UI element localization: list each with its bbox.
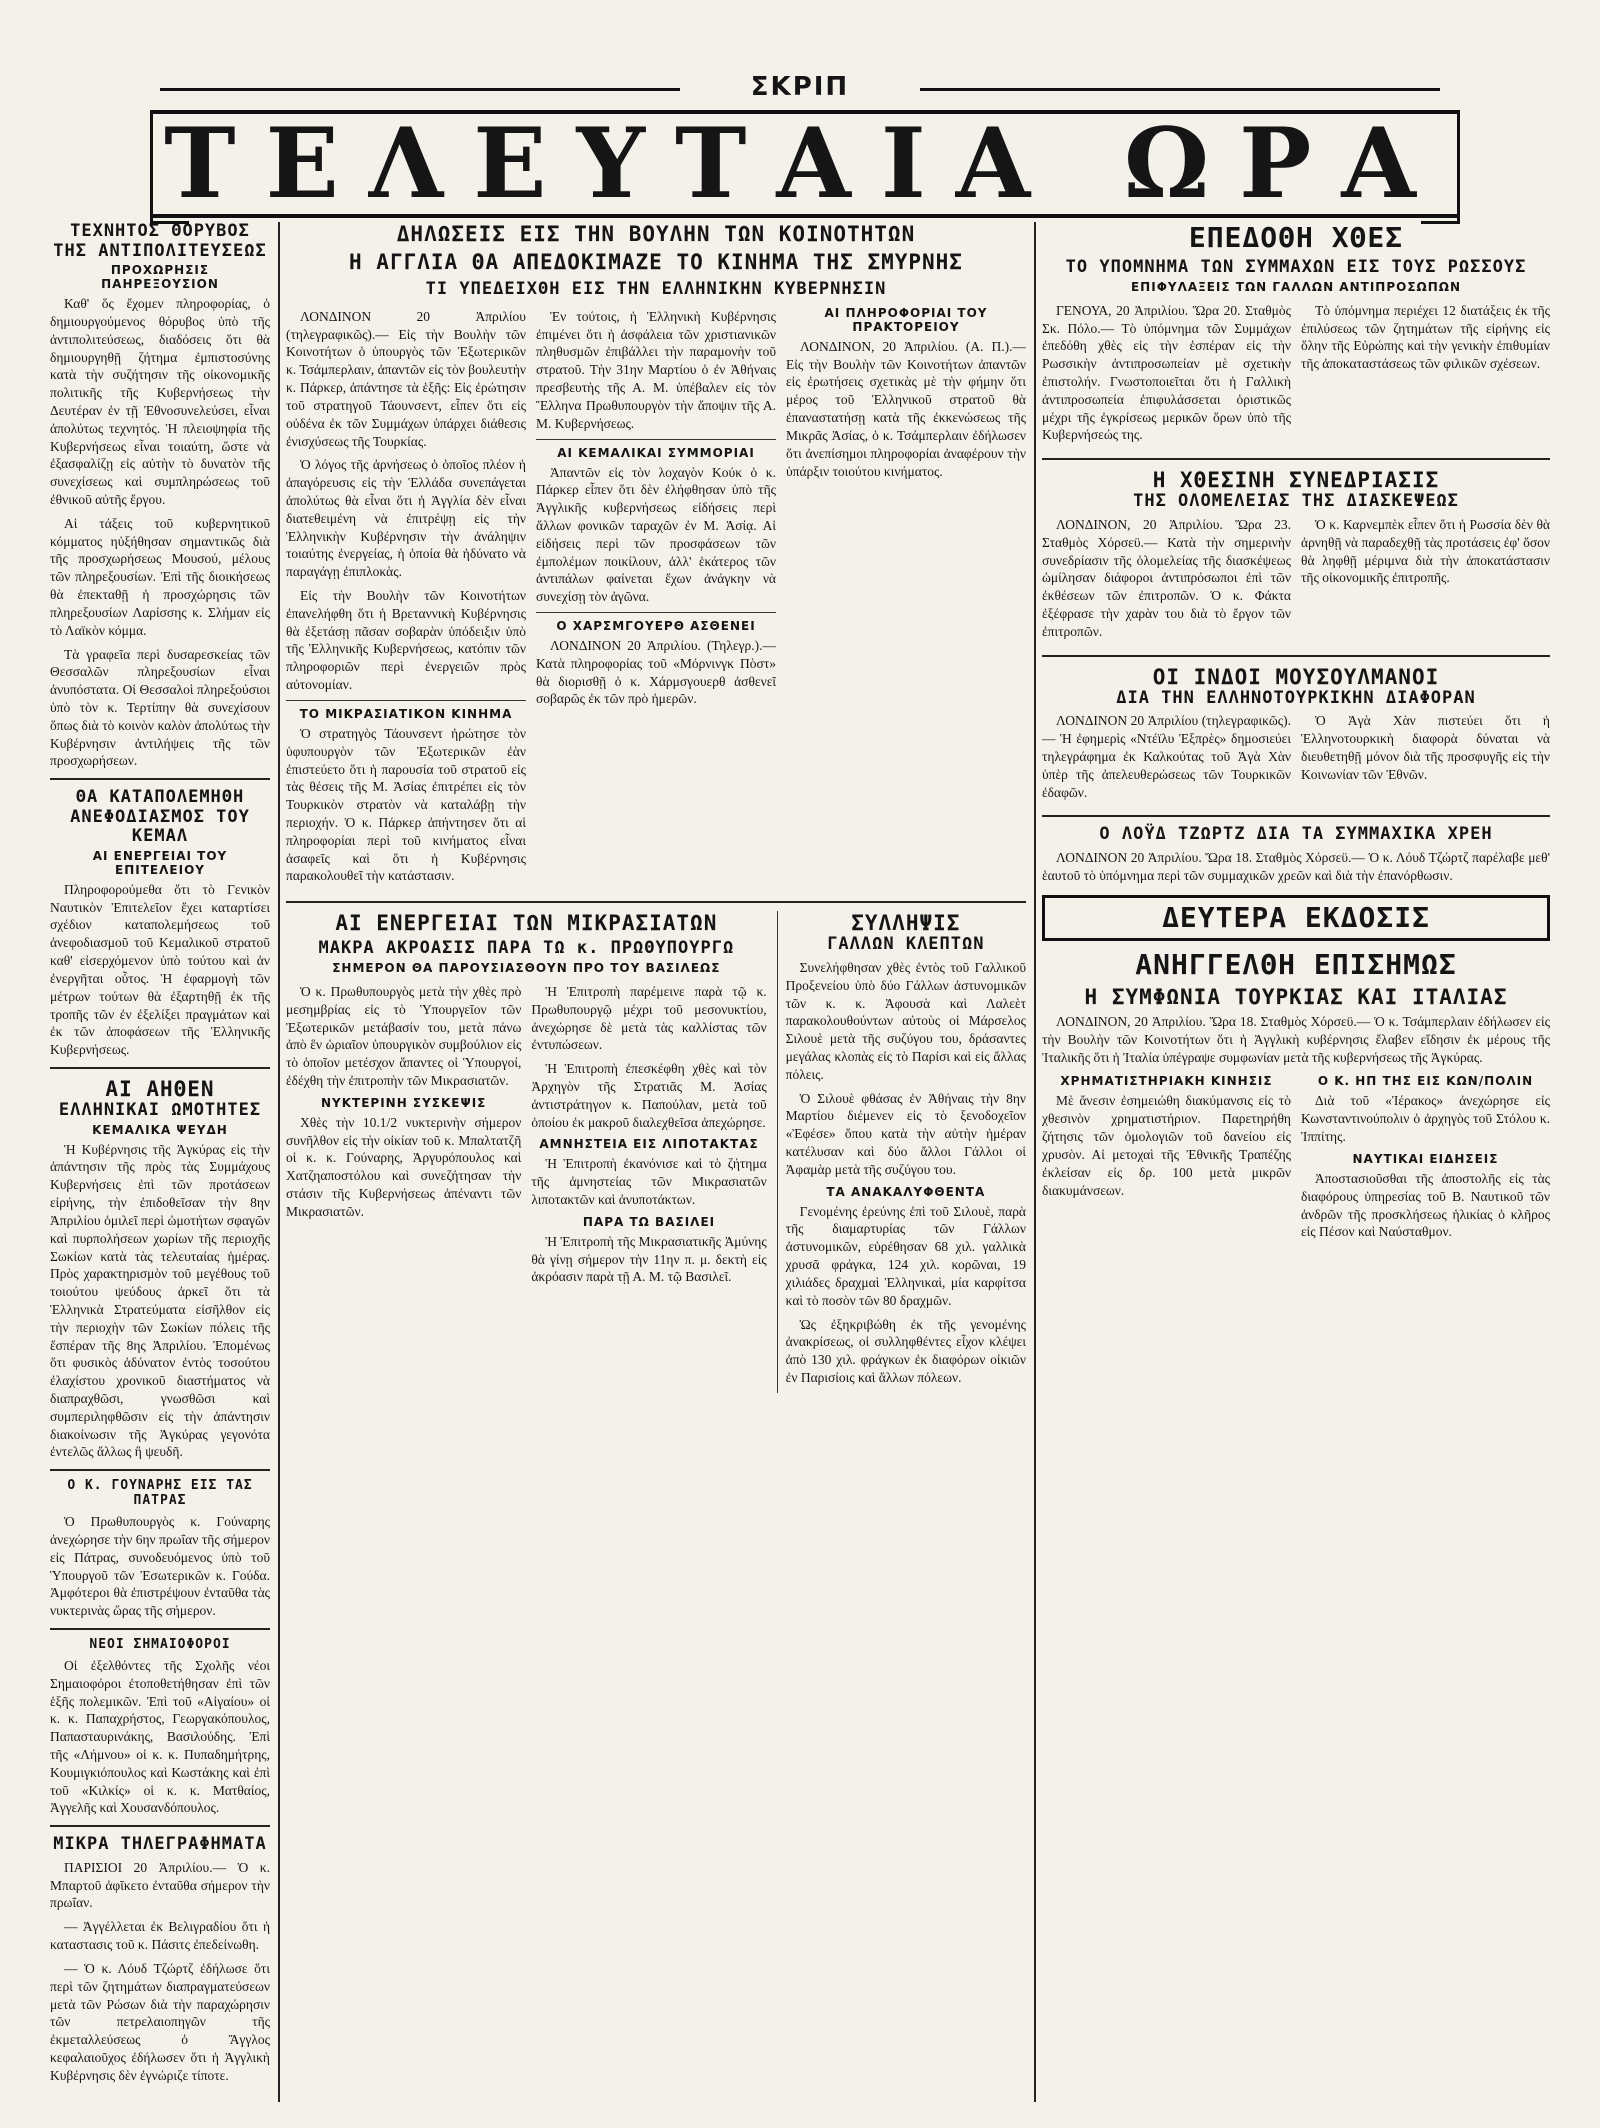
article-text: Ὁ Ἀγὰ Χὰν πιστεύει ὅτι ἡ Ἑλληνοτουρκικὴ διαφορὰ δύναται νὰ διευθετηθῇ μόνον διὰ τῆς προσφυγῆς εἰς τὴν Κοινωνίαν τῶν Ἐθνῶν.	[1301, 713, 1550, 782]
article-text: Εἰς τὴν Βουλὴν τῶν Κοινοτήτων ἐπανελήφθη ὅτι ἡ Βρεταννικὴ Κυβέρνησις θὰ ἐξετάσῃ πᾶσαν σοβαρὰν ὑπόδειξιν ὑπὸ τῆς Ἑλληνικῆς Κυβερνήσεως, κατόπιν τῶν πληροφοριῶν περὶ ἐνεργειῶν πρὸς αὐτονομίαν.	[286, 588, 526, 693]
divider	[1042, 458, 1550, 460]
subheadline: ΑΜΝΗΣΤΕΙΑ ΕΙΣ ΛΙΠΟΤΑΚΤΑΣ	[539, 1137, 759, 1152]
column-rule	[1034, 222, 1036, 2102]
divider	[536, 612, 776, 613]
divider	[50, 1628, 270, 1630]
column-rule	[278, 222, 280, 2102]
article-text: Ἡ Ἐπιτροπὴ παρέμεινε παρὰ τῷ κ. Πρωθυπουργῷ μέχρι τοῦ μεσονυκτίου, ἀνεχώρησε δὲ μετὰ τὰς καλλίστας τῶν ἐντυπώσεων.	[531, 983, 767, 1053]
headline: ΟΙ ΙΝΔΟΙ ΜΟΥΣΟΥΛΜΑΝΟΙ	[1152, 664, 1440, 689]
divider	[50, 1469, 270, 1471]
article-text: Γενομένης ἐρεύνης ἐπὶ τοῦ Σιλουὲ, παρὰ τῆς διαμαρτυρίας τῶν Γάλλων ἀστυνομικῶν, εὑρέθησαν 68 χιλ. γαλλικὰ χρυσᾶ φράγκα, 124 χιλ. κορῶναι, 19 χιλιάδες δραχμαὶ Ἑλληνικαὶ, μία καρφίτσα καὶ τὸ ποσὸν τῶν 80 δραχμῶν.	[785, 1203, 1026, 1308]
masthead-label: ΣΚΡΙΠ	[160, 72, 1440, 102]
article-text: ΛΟΝΔΙΝΟΝ, 20 Ἀπριλίου. Ὥρα 18. Σταθμὸς Χόρσεϋ.— Ὁ κ. Τσάμπερλαιν ἐδήλωσεν εἰς τὴν Βουλὴν τῶν Κοινοτήτων ὅτι ἡ Ἀγγλικὴ κυβέρνησις ἔλαβεν εἴδησιν ἐκ μέρους τῆς Ἰταλικῆς ὅτι ἡ Ἰταλία ὑπέγραψε συμφωνίαν μετὰ τῆς κυβερνήσεως τῆς Ἀγκύρας.	[1042, 1014, 1550, 1065]
headline: ΝΕΟΙ ΣΗΜΑΙΟΦΟΡΟΙ	[89, 1637, 231, 1653]
article-text: ΛΟΝΔΙΝΟΝ, 20 Ἀπριλίου. (Α. Π.).— Εἰς τὴν Βουλὴν τῶν Κοινοτήτων ἀπαντῶν εἰς ἐρωτήσεις σχετικὰς μὲ τὴν φήμην ὅτι μέρος τοῦ Ἑλληνικοῦ στρατοῦ θὰ ἐπαναστατήσῃ κατὰ τῆς ἐκκενώσεως τῆς Μικρᾶς Ἀσίας, ὁ κ. Τσάμπερλαιν ἐδήλωσεν ὅτι ἀνεπίσημοι πληροφορίαι ἀναφέρουν τὴν ὑπάρξιν τοιούτου κινήματος.	[786, 338, 1026, 479]
article-text: Ὁ στρατηγὸς Τάουνσεντ ἠρώτησε τὸν ὑφυπουργὸν τῶν Ἐξωτερικῶν ἐὰν ἐπιστεύετο ὅτι ἡ παρουσία τοῦ στρατοῦ εἰς τὰς θέσεις τῆς Μ. Ἀσίας ἐπιτρέπει εἰς τὸν Τουρκικὸν στρατὸν νὰ καταλάβῃ τὴν περιοχήν. Ὁ κ. Πάρκερ ἀπήντησεν ὅτι αἱ πληροφορίαι περὶ τοῦ κινήματος εἶναι ἀσαφεῖς καὶ ὅτι ἡ Κυβέρνησις παρακολουθεῖ τὴν κατάστασιν.	[286, 725, 526, 884]
article-text: — Ὁ κ. Λόυδ Τζώρτζ ἐδήλωσε ὅτι περὶ τῶν ζητημάτων διαπραγματεύσεων μετὰ τῶν Ρώσων διὰ τὴν παραχώρησιν τῶν πετρελαιοπηγῶν τῆς ἐκμεταλλεύσεως ὁ Ἄγγλος κεφαλαιοῦχος ἐδήλωσεν ὅτι ἡ Ἀγγλικὴ Κυβέρνησις δὲν ἐγνώριζε τίποτε.	[50, 1960, 270, 2083]
article-text: Ἀπαντῶν εἰς τὸν λοχαγὸν Κούκ ὁ κ. Πάρκερ εἶπεν ὅτι δὲν ἐλήφθησαν ὑπὸ τῆς Ἀγγλικῆς κυβερνήσεως εἰδήσεις περὶ ἄλλων φονικῶν ταραχῶν ἐν Μ. Ἀσίᾳ. Αἱ εἰδήσεις περὶ τῶν προσφάσεων τῶν ἐμπολέμων ποικίλουν, ἀλλ' ἑκάτερος τῶν ἀντιπάλων φαίνεται ἔχων ἀνάγκην νὰ συνεχίσῃ τὸν ἀγῶνα.	[536, 464, 776, 605]
headline: ΜΙΚΡΑ ΤΗΛΕΓΡΑΦΗΜΑΤΑ	[53, 1834, 267, 1855]
headline: ΤΗΣ ΟΛΟΜΕΛΕΙΑΣ ΤΗΣ ΔΙΑΣΚΕΨΕΩΣ	[1133, 491, 1459, 512]
subheadline: ΤΟ ΜΙΚΡΑΣΙΑΤΙΚΟΝ ΚΙΝΗΜΑ	[299, 706, 513, 721]
article-text: Καθ' ὅς ἔχομεν πληροφορίας, ὁ δημιουργούμενος θόρυβος ὑπὸ τῆς ἀντιπολιτεύσεως, διαδόσεις ὅτι θὰ δημιουργηθῇ ζήτημα ἐμπιστοσύνης κατὰ τὴν συζήτησιν τῆς οἰκονομικῆς πολιτικῆς τῆς Κυβερνήσεως τὴν Δευτέραν ἐν τῇ Ἐθνοσυνελεύσει, εἶναι ἀπολύτως τεχνητός. Ἡ πλειοψηφία τῆς Κυβερνήσεως εἶναι τοιαύτη, ὥστε νὰ ἐξασφαλίζῃ εἰς αὐτὴν τὸ δυνατὸν τῆς συνεχίσεως καὶ συμπληρώσεως τοῦ ἐθνικοῦ αὐτῆς ἔργου.	[50, 296, 270, 508]
article-text: ΛΟΝΔΙΝΟΝ 20 Ἀπριλίου (τηλεγραφικῶς).— Εἰς τὴν Βουλὴν τῶν Κοινοτήτων ὁ ὑπουργὸς τῶν Ἐξωτερικῶν κ. Τσάμπερλαιν, ἀπαντῶν εἰς τὸν βουλευτὴν κ. Πάρκερ, ἀπάντησε τὰ ἑξῆς: Εἰς ἐρώτησιν τοῦ στρατηγοῦ Τάουνσεντ, εἶπεν ὅτι εἰς οὐδένα ἐκ τῶν Συμμάχων ὑπάρχει διάθεσις ἐνισχύσεως τῆς Τουρκίας.	[286, 308, 526, 449]
divider	[1042, 655, 1550, 657]
text-column	[1042, 1072, 1291, 1247]
article-text: Ἡ Ἐπιτροπὴ τῆς Μικρασιατικῆς Ἀμύνης θὰ γίνῃ σήμερον τὴν 11ην π. μ. δεκτὴ εἰς ἀκρόασιν παρὰ τῇ Α. Μ. τῷ Βασιλεῖ.	[531, 1233, 767, 1285]
subheadline: ΠΑΡΑ ΤΩ ΒΑΣΙΛΕΙ	[582, 1214, 716, 1229]
article-text: Ὁ Πρωθυπουργὸς κ. Γούναρης ἀνεχώρησε τὴν 6ην πρωΐαν τῆς σήμερον εἰς Πάτρας, συνοδευόμενος ὑπὸ τοῦ Ὑπουργοῦ τῶν Ἐσωτερικῶν κ. Γούδα. Ἀμφότεροι θὰ ἐπιστρέψουν ἐνταῦθα τὰς νυκτερινὰς ὥρας τῆς σήμερον.	[50, 1514, 270, 1619]
subheadline: ΚΕΜΑΛΙΚΑ ΨΕΥΔΗ	[92, 1122, 228, 1137]
masthead-title: ΤΕΛΕΥΤΑΙΑ ΩΡΑ	[150, 110, 1460, 218]
column-right	[1042, 222, 1550, 2112]
headline: Η ΧΘΕΣΙΝΗ ΣΥΝΕΔΡΙΑΣΙΣ	[1152, 468, 1440, 493]
article-text: — Ἀγγέλλεται ἐκ Βελιγραδίου ὅτι ἡ καταστασις τοῦ κ. Πάσιτς ἐπεδείνωθη.	[50, 1919, 270, 1953]
column-center	[286, 222, 1026, 2112]
headline: ΘΑ ΚΑΤΑΠΟΛΕΜΗΘΗ	[75, 787, 245, 808]
article-mikrasiaton	[286, 911, 767, 1393]
subheadline: ΑΙ ΚΕΜΑΛΙΚΑΙ ΣΥΜΜΟΡΙΑΙ	[557, 445, 755, 460]
headline: ΑΝΗΓΓΕΛΘΗ ΕΠΙΣΗΜΩΣ	[1135, 947, 1457, 981]
headline: Η ΑΓΓΛΙΑ ΘΑ ΑΠΕΔΟΚΙΜΑΖΕ ΤΟ ΚΙΝΗΜΑ ΤΗΣ ΣΜΥΡΝΗΣ	[349, 250, 963, 275]
headline: ΤΙ ΥΠΕΔΕΙΧΘΗ ΕΙΣ ΤΗΝ ΕΛΛΗΝΙΚΗΝ ΚΥΒΕΡΝΗΣΙΝ	[425, 279, 887, 300]
divider	[1042, 815, 1550, 817]
text-column	[286, 979, 521, 1292]
headline: ΔΙΑ ΤΗΝ ΕΛΛΗΝΟΤΟΥΡΚΙΚΗΝ ΔΙΑΦΟΡΑΝ	[1116, 687, 1476, 708]
column-left	[50, 222, 270, 2112]
subheadline: ΠΡΟΧΩΡΗΣΙΣ ΠΑΗΡΕΞΟΥΣΙΟΝ	[101, 263, 219, 292]
article-text: Αἱ τάξεις τοῦ κυβερνητικοῦ κόμματος ηὐξήθησαν σημαντικῶς διὰ τῆς προσχωρήσεως Μουσού, μέλους τῶν πληρεξουσίων. Ἐπὶ τῆς διοικήσεως θὰ ἐπεκταθῇ ἡ προσχώρησις τῶν πληρεξουσίων Λαρίσσης κ. Σλήμαν εἰς τὸ Λαϊκὸν κόμμα.	[50, 515, 270, 638]
article-text: Ὁ κ. Καρνεμπὲκ εἶπεν ὅτι ἡ Ρωσσία δὲν θὰ ἀρνηθῇ νὰ παραδεχθῇ τὰς προτάσεις ἐφ' ὅσον θὰ ληφθῇ μέριμνα διὰ τὴν ἀποκατάστασιν τῆς οἰκονομικῆς ἐπιτροπῆς.	[1301, 516, 1550, 586]
headline: Ο ΛΟΫΔ ΤΖΩΡΤΖ ΔΙΑ ΤΑ ΣΥΜΜΑΧΙΚΑ ΧΡΕΗ	[1099, 824, 1493, 845]
article-body	[286, 979, 767, 1292]
text-column	[786, 304, 1026, 891]
headline: ΔΗΛΩΣΕΙΣ ΕΙΣ ΤΗΝ ΒΟΥΛΗΝ ΤΩΝ ΚΟΙΝΟΤΗΤΩΝ	[396, 222, 916, 246]
article-text: Ὡς ἐξηκριβώθη ἐκ τῆς γενομένης ἀνακρίσεως, οἱ συλληφθέντες εἶχον κλέψει ἀπὸ 130 χιλ. φράγκων ἐκ διαφόρων οἰκιῶν ἐν Παρισίοις καὶ ἄλλων πόλεων.	[785, 1316, 1026, 1385]
article-text: ΛΟΝΔΙΝΟΝ 20 Ἀπριλίου. (Τηλεγρ.).— Κατὰ πληροφορίας τοῦ «Μόρνινγκ Πὸστ» θὰ διορισθῇ ὁ κ. Χάρμσγουερθ ἀσθενεῖ σοβαρῶς ἐκ τῶν πρὸ ἡμερῶν.	[536, 638, 776, 707]
text-column	[1301, 1072, 1550, 1247]
subheadline: ΕΠΙΦΥΛΑΞΕΙΣ ΤΩΝ ΓΑΛΛΩΝ ΑΝΤΙΠΡΟΣΩΠΩΝ	[1130, 279, 1462, 294]
text-column	[531, 979, 766, 1292]
headline: ΜΑΚΡΑ ΑΚΡΟΑΣΙΣ ΠΑΡΑ ΤΩ κ. ΠΡΩΘΥΠΟΥΡΓΩ	[318, 938, 735, 959]
divider	[286, 700, 526, 701]
text-column	[536, 304, 776, 891]
text-column	[1301, 298, 1550, 451]
article-text: Ἐν τούτοις, ἡ Ἑλληνικὴ Κυβέρνησις ἐπιμένει ὅτι ἡ ἀσφάλεια τῶν χριστιανικῶν πληθυσμῶν ἐπιβάλλει τὴν παραμονὴν τοῦ στρατοῦ. Τὴν 31ην Μαρτίου ὁ ἐν Ἀθήναις πρεσβευτὴς τῆς Α. Μ. ὑπέβαλεν εἰς τὸν Ἕλληνα Πρωθυπουργὸν τὴν ἄποψιν τῆς Α. Μ. Κυβερνήσεως.	[536, 308, 776, 431]
article-text: Πληροφορούμεθα ὅτι τὸ Γενικὸν Ναυτικὸν Ἐπιτελεῖον ἔχει καταρτίσει σχέδιον καταπολεμήσεως τοῦ ἀνεφοδιασμοῦ τοῦ Κεμαλικοῦ στρατοῦ καθ' εἰσερχόμενον ὑπὸ τούτου καὶ ἀν ἐνεργῆται οὗτος. Ἡ ἐφαρμογὴ τῶν μέτρων τούτων θὰ ἐξαρτηθῇ ἐκ τῆς τροπῆς τῶν ἐν ἐξελίξει πραγμάτων καὶ ἐκ τῶν ἀποφάσεων τῆς Ἑλληνικῆς Κυβερνήσεως.	[50, 881, 270, 1058]
divider	[286, 901, 1026, 903]
headline: ΣΥΛΛΗΨΙΣ	[851, 911, 961, 936]
headline: ΕΛΛΗΝΙΚΑΙ ΩΜΟΤΗΤΕΣ	[58, 1100, 262, 1121]
article-text: Ἡ Ἐπιτροπὴ ἐπεσκέφθη χθὲς καὶ τὸν Ἀρχηγὸν τῆς Στρατιᾶς Μ. Ἀσίας ἀντιστράτηγον κ. Παπούλαν, μετὰ τοῦ ὁποίου ἐκ μακροῦ διαλεχθεῖσα ἀπεχώρησε.	[531, 1061, 767, 1130]
columns	[50, 222, 1550, 2112]
text-column	[286, 304, 526, 891]
article-text: ΛΟΝΔΙΝΟΝ 20 Ἀπριλίου. Ὥρα 18. Σταθμὸς Χόρσεϋ.— Ὁ κ. Λόυδ Τζώρτζ παρέλαβε μεθ' ἑαυτοῦ τὸ ὑπόμνημα περὶ τῶν συμμαχικῶν χρεῶν καὶ διὰ τὴν ἐπανόρθωσιν.	[1042, 849, 1550, 883]
headline: ΤΕΧΝΗΤΟΣ ΘΟΡΥΒΟΣ	[70, 222, 250, 241]
second-edition-banner	[1042, 895, 1550, 941]
text-column	[1301, 708, 1550, 807]
headline: ΑΝΕΦΟΔΙΑΣΜΟΣ ΤΟΥ ΚΕΜΑΛ	[70, 806, 250, 847]
divider	[50, 1825, 270, 1827]
banner-title: ΔΕΥΤΕΡΑ ΕΚΔΟΣΙΣ	[1162, 900, 1430, 934]
text-column	[1301, 512, 1550, 647]
article-text: Τὸ ὑπόμνημα περιέχει 12 διατάξεις ἐκ τῆς ἐπιλύσεως τῶν ζητημάτων τῆς εἰρήνης εἰς ὅλην τῆς Εὐρώπης καὶ τὴν γενικὴν ἐπιθυμίαν τῆς ἀποκαταστάσεως τῶν φιλικῶν σχέσεων.	[1301, 302, 1550, 372]
headline: ΓΑΛΛΩΝ ΚΛΕΠΤΩΝ	[827, 934, 985, 955]
article-text: Ὁ κ. Πρωθυπουργὸς μετὰ τὴν χθὲς πρὸ μεσημβρίας εἰς τὸ Ὑπουργεῖον τῶν Ἐξωτερικῶν μετάβασίν του, μετὰ πάνω ἀπὸ ἓν ὡριαῖον ὑπουργικὸν συμβούλιον εἰς τὸ ὁποῖον μετέσχον ἅπαντες οἱ Ὑπουργοί, ἐδέχθη τὴν ἐπιτροπὴν τῶν Μικρασιατῶν.	[286, 983, 522, 1088]
article-text: ΛΟΝΔΙΝΟΝ 20 Ἀπριλίου (τηλεγραφικῶς).— Ἡ ἐφημερὶς «Ντέϊλυ Ἐξπρὲς» δημοσιεύει τηλεγράφημα ἐκ Καλκούτας τοῦ Ἀγὰ Χὰν ὑπὲρ τῆς ἀπελευθερώσεως τῶν Τουρκικῶν ἐδαφῶν.	[1042, 713, 1291, 800]
subheadline: ΑΙ ΕΝΕΡΓΕΙΑΙ ΤΟΥ ΕΠΙΤΕΛΕΙΟΥ	[92, 848, 228, 877]
article-body	[1042, 512, 1550, 647]
article-text: Ἀποστασιοῦσθαι τῆς ἀποστολῆς εἰς τὰς διαφόρους ὑπηρεσίας τοῦ Β. Ναυτικοῦ τῶν ἀνδρῶν τῆς προσκλήσεως ἡλικίας ὁ κλῆρος εἰς Πέσον καὶ Ναύσταθμον.	[1301, 1170, 1550, 1240]
article-text: Οἱ ἐξελθόντες τῆς Σχολῆς νέοι Σημαιοφόροι ἐτοποθετήθησαν ἐπὶ τῶν ἑξῆς πολεμικῶν. Ἐπὶ τοῦ «Αἰγαίου» οἱ κ. κ. Παπαχρήστος, Γεωργακόπουλος, Παπασταυρινάκης, Βασιλούδης. Ἐπὶ τῆς «Λήμνου» οἱ κ. κ. Πυπαδημήτρης, Κουμιγκιόπουλος καὶ Κωστάκης καὶ ἐπὶ τοῦ «Κιλκίς» οἱ κ. κ. Ματθαίος, Ἀγγελῆς καὶ Χουσανδόπουλος.	[50, 1657, 270, 1816]
article-text: Μὲ ἄνεσιν ἐσημειώθη διακύμανσις εἰς τὸ χθεσινὸν χρηματιστήριον. Παρετηρήθη ζήτησις τῶν ὁμολογιῶν τοῦ δανείου εἰς χρυσὸν. Αἱ μετοχαὶ τῆς Ἐθνικῆς Τραπέζης ἐκλείσαν εἰς δρ. 100 μετὰ μικρῶν διακυμάνσεων.	[1042, 1093, 1291, 1198]
subheadline: ΣΗΜΕΡΟΝ ΘΑ ΠΑΡΟΥΣΙΑΣΘΟΥΝ ΠΡΟ ΤΟΥ ΒΑΣΙΛΕΩΣ	[332, 960, 721, 975]
article-text: Συνελήφθησαν χθὲς ἐντὸς τοῦ Γαλλικοῦ Προξενείου ὑπὸ δύο Γάλλων ἀστυνομικῶν τῶν κ. κ. Ἀφουσὰ καὶ Λαλεὲτ παρακολουθούντων αὐτοὺς οἱ Μάρσελος Σιλουὲ μετὰ τῆς συζύγου του, δράσαντες μεγάλας κλοπὰς εἰς τὸ Παρίσι καὶ εἰς ἄλλας πόλεις.	[785, 959, 1026, 1082]
headline: ΤΗΣ ΑΝΤΙΠΟΛΙΤΕΥΣΕΩΣ	[53, 240, 267, 261]
headline: Ο Κ. ΓΟΥΝΑΡΗΣ ΕΙΣ ΤΑΣ ΠΑΤΡΑΣ	[67, 1478, 253, 1509]
lower-articles	[286, 911, 1026, 1393]
article-body	[1042, 298, 1550, 451]
headline: ΤΟ ΥΠΟΜΝΗΜΑ ΤΩΝ ΣΥΜΜΑΧΩΝ ΕΙΣ ΤΟΥΣ ΡΩΣΣΟΥΣ	[1065, 257, 1527, 278]
article-body	[1042, 1072, 1550, 1247]
headline: Η ΣΥΜΦΩΝΙΑ ΤΟΥΡΚΙΑΣ ΚΑΙ ΙΤΑΛΙΑΣ	[1084, 984, 1508, 1009]
article-text: Ὁ Σιλουὲ φθάσας ἐν Ἀθήναις τὴν 8ην Μαρτίου διέμενεν εἰς τὸ ξενοδοχεῖον «Ἐφέσε» ὅπου κατὰ τὴν αὐτὴν ἡμέραν κατέλυσαν καὶ δύο ἄλλοι Γάλλοι οἱ Ἀφαμὰρ μετὰ τῆς συζύγου του.	[785, 1090, 1026, 1177]
subheadline: ΑΙ ΠΛΗΡΟΦΟΡΙΑΙ ΤΟΥ ΠΡΑΚΤΟΡΕΙΟΥ	[824, 305, 988, 334]
article-text: ΛΟΝΔΙΝΟΝ, 20 Ἀπριλίου. Ὥρα 23. Σταθμὸς Χόρσεϋ.— Κατὰ τὴν σημερινὴν συνεδρίασιν τῆς ὁλομελείας τῆς διασκέψεως ὡμίλησαν διάφοροι ἀντιπρόσωποι ἐπὶ τῶν ἐκθέσεων τῶν ἐπιτροπῶν. Ὁ κ. Φάκτα ἐξέφρασε τὴν χαρὰν του διὰ τὸ ἔργον τῶν ἐπιτροπῶν.	[1042, 516, 1291, 639]
article-text: Διὰ τοῦ «Ἱέρακος» ἀνεχώρησε εἰς Κωνσταντινούπολιν ὁ ἀρχηγὸς τοῦ Στόλου κ. Ἰππίτης.	[1301, 1093, 1550, 1145]
text-column	[1042, 512, 1291, 647]
subheadline: Ο Κ. ΗΠ ΤΗΣ ΕΙΣ ΚΩΝ/ΠΟΛΙΝ	[1317, 1074, 1534, 1089]
headline: ΑΙ ΕΝΕΡΓΕΙΑΙ ΤΩΝ ΜΙΚΡΑΣΙΑΤΩΝ	[335, 911, 718, 936]
article-text: Ἡ Κυβέρνησις τῆς Ἀγκύρας εἰς τὴν ἀπάντησιν τῆς πρὸς τὰς Συμμάχους Κυβερνήσεις ἐπὶ τῶν προτάσεων εἰρήνης, τὴν ἐπιδοθεῖσαν τὴν 8ην Ἀπριλίου ὁμιλεῖ περὶ ὠμοτήτων σφαγῶν καὶ πυρπολήσεων χωρίων τῆς περιοχῆς Σωκίων κατὰ τὰς τελευταίας ἡμέρας. Πρὸς χαρακτηρισμὸν τοῦ μεγέθους τοῦ τοιούτου ψεύδους ἀρκεῖ ὅτι τὰ Ἑλληνικὰ Στρατεύματα εἰσῆλθον εἰς τὴν περιοχὴν τῶν Σωκίων πόλεις τῆς ἔσπέραν τῆς 8ης Ἀπριλίου. Ἐπομένως ὅτι φυσικὸς ἀδύνατον ἐντὸς τοσούτου ἐλαχίστου χρονικοῦ διαστήματος νὰ διαπραχθῶσι, γνωσθῶσι καὶ συμπεριληφθῶσιν εἰς τὴν ἀπάντησιν διακοίνωσιν τῆς Ἀγκύρας γεγονότα ἐντελῶς ἄλλως ἢ ψευδῆ.	[50, 1141, 270, 1460]
subheadline: ΧΡΗΜΑΤΙΣΤΗΡΙΑΚΗ ΚΙΝΗΣΙΣ	[1060, 1074, 1273, 1089]
article-text: ΓΕΝΟΥΑ, 20 Ἀπριλίου. Ὥρα 20. Σταθμὸς Σκ. Πόλο.— Τὸ ὑπόμνημα τῶν Συμμάχων ἐπεδόθη χθὲς εἰς τὴν ἑσπέραν εἰς τὴν Ρωσσικὴν ἀντιπροσωπείαν μὲ σχετικὴν ἐπιστολήν. Γνωστοποιεῖται ὅτι ἡ Γαλλικὴ ἀντιπροσωπεία ἐπιφυλάσσεται ὁριστικῶς μέχρι τῆς ἐγκρίσεως μερικῶν ὅρων ὑπὸ τῆς Κυβερνήσεώς της.	[1042, 302, 1291, 443]
article-text: Τὰ γραφεῖα περὶ δυσαρεσκείας τῶν Θεσσαλῶν πληρεξουσίων εἶναι ἀνυπόστατα. Οἱ Θεσσαλοὶ πληρεξούσιοι ὑπὸ τὸν κ. Τερτίπην θὰ συνεχίσουν ὅπως διὰ τὸ κοινὸν καλὸν ἀπολύτως τὴν Κυβέρνησιν ἀντιλήψεις τῆς τῶν προσχωρήσεων.	[50, 646, 270, 769]
divider	[50, 1067, 270, 1069]
divider	[50, 778, 270, 780]
subheadline: ΝΥΚΤΕΡΙΝΗ ΣΥΣΚΕΨΙΣ	[320, 1095, 487, 1110]
subheadline: ΝΑΥΤΙΚΑΙ ΕΙΔΗΣΕΙΣ	[1352, 1151, 1499, 1166]
article-text: Ἡ Ἐπιτροπὴ ἐκανόνισε καὶ τὸ ζήτημα τῆς ἀμνηστείας τῶν Μικρασιατῶν λιποτακτῶν καὶ ἀνυποτάκτων.	[531, 1156, 767, 1208]
divider	[536, 439, 776, 440]
subheadline: Ο ΧΑΡΣΜΓΟΥΕΡΘ ΑΣΘΕΝΕΙ	[556, 619, 756, 634]
article-text: ΠΑΡΙΣΙΟΙ 20 Ἀπριλίου.— Ὁ κ. Μπαρτοῦ ἀφῖκετο ἐνταῦθα σήμερον τὴν πρωΐαν.	[50, 1859, 270, 1911]
subheadline: ΤΑ ΑΝΑΚΑΛΥΦΘΕΝΤΑ	[826, 1184, 986, 1199]
article-syllipsis	[777, 911, 1026, 1393]
article-text: Ὁ λόγος τῆς ἀρνήσεως ὁ ὁποῖος πλέον ἡ ἀπαγόρευσις εἰς τὴν Ἑλλάδα συνεπάγεται ἀπολύτως θὰ εἶναι ὅτι ἡ Ἀγγλία δὲν εἶναι διατεθειμένη νὰ ἐπιτρέψῃ εἰς τὴν Ἑλληνικὴν Κυβέρνησιν τὴν ἀνάληψιν τοιαύτης ἐνεργείας, ἡ ὁποία θὰ ἠδύνατο νὰ παραγάγῃ ἐπιπλοκὰς.	[286, 457, 526, 580]
text-column	[1042, 708, 1291, 807]
text-column	[1042, 298, 1291, 451]
article-body	[1042, 708, 1550, 807]
article-text: Χθὲς τὴν 10.1/2 νυκτερινὴν σήμερον συνῆλθον εἰς τὴν οἰκίαν τοῦ κ. Μπαλτατζῆ οἱ κ. κ. Γούναρης, Ἀργυρόπουλος καὶ Χατζηαποστόλου καὶ συνεζήτησαν τὴν στάσιν τῆς Κυβερνήσεως ἀπέναντι τῶν Μικρασιατῶν.	[286, 1114, 522, 1219]
headline: ΕΠΕΔΟΘΗ ΧΘΕΣ	[1188, 222, 1404, 254]
headline: ΑΙ ΑΗΘΕΝ	[105, 1076, 215, 1101]
article-body	[286, 304, 1026, 891]
